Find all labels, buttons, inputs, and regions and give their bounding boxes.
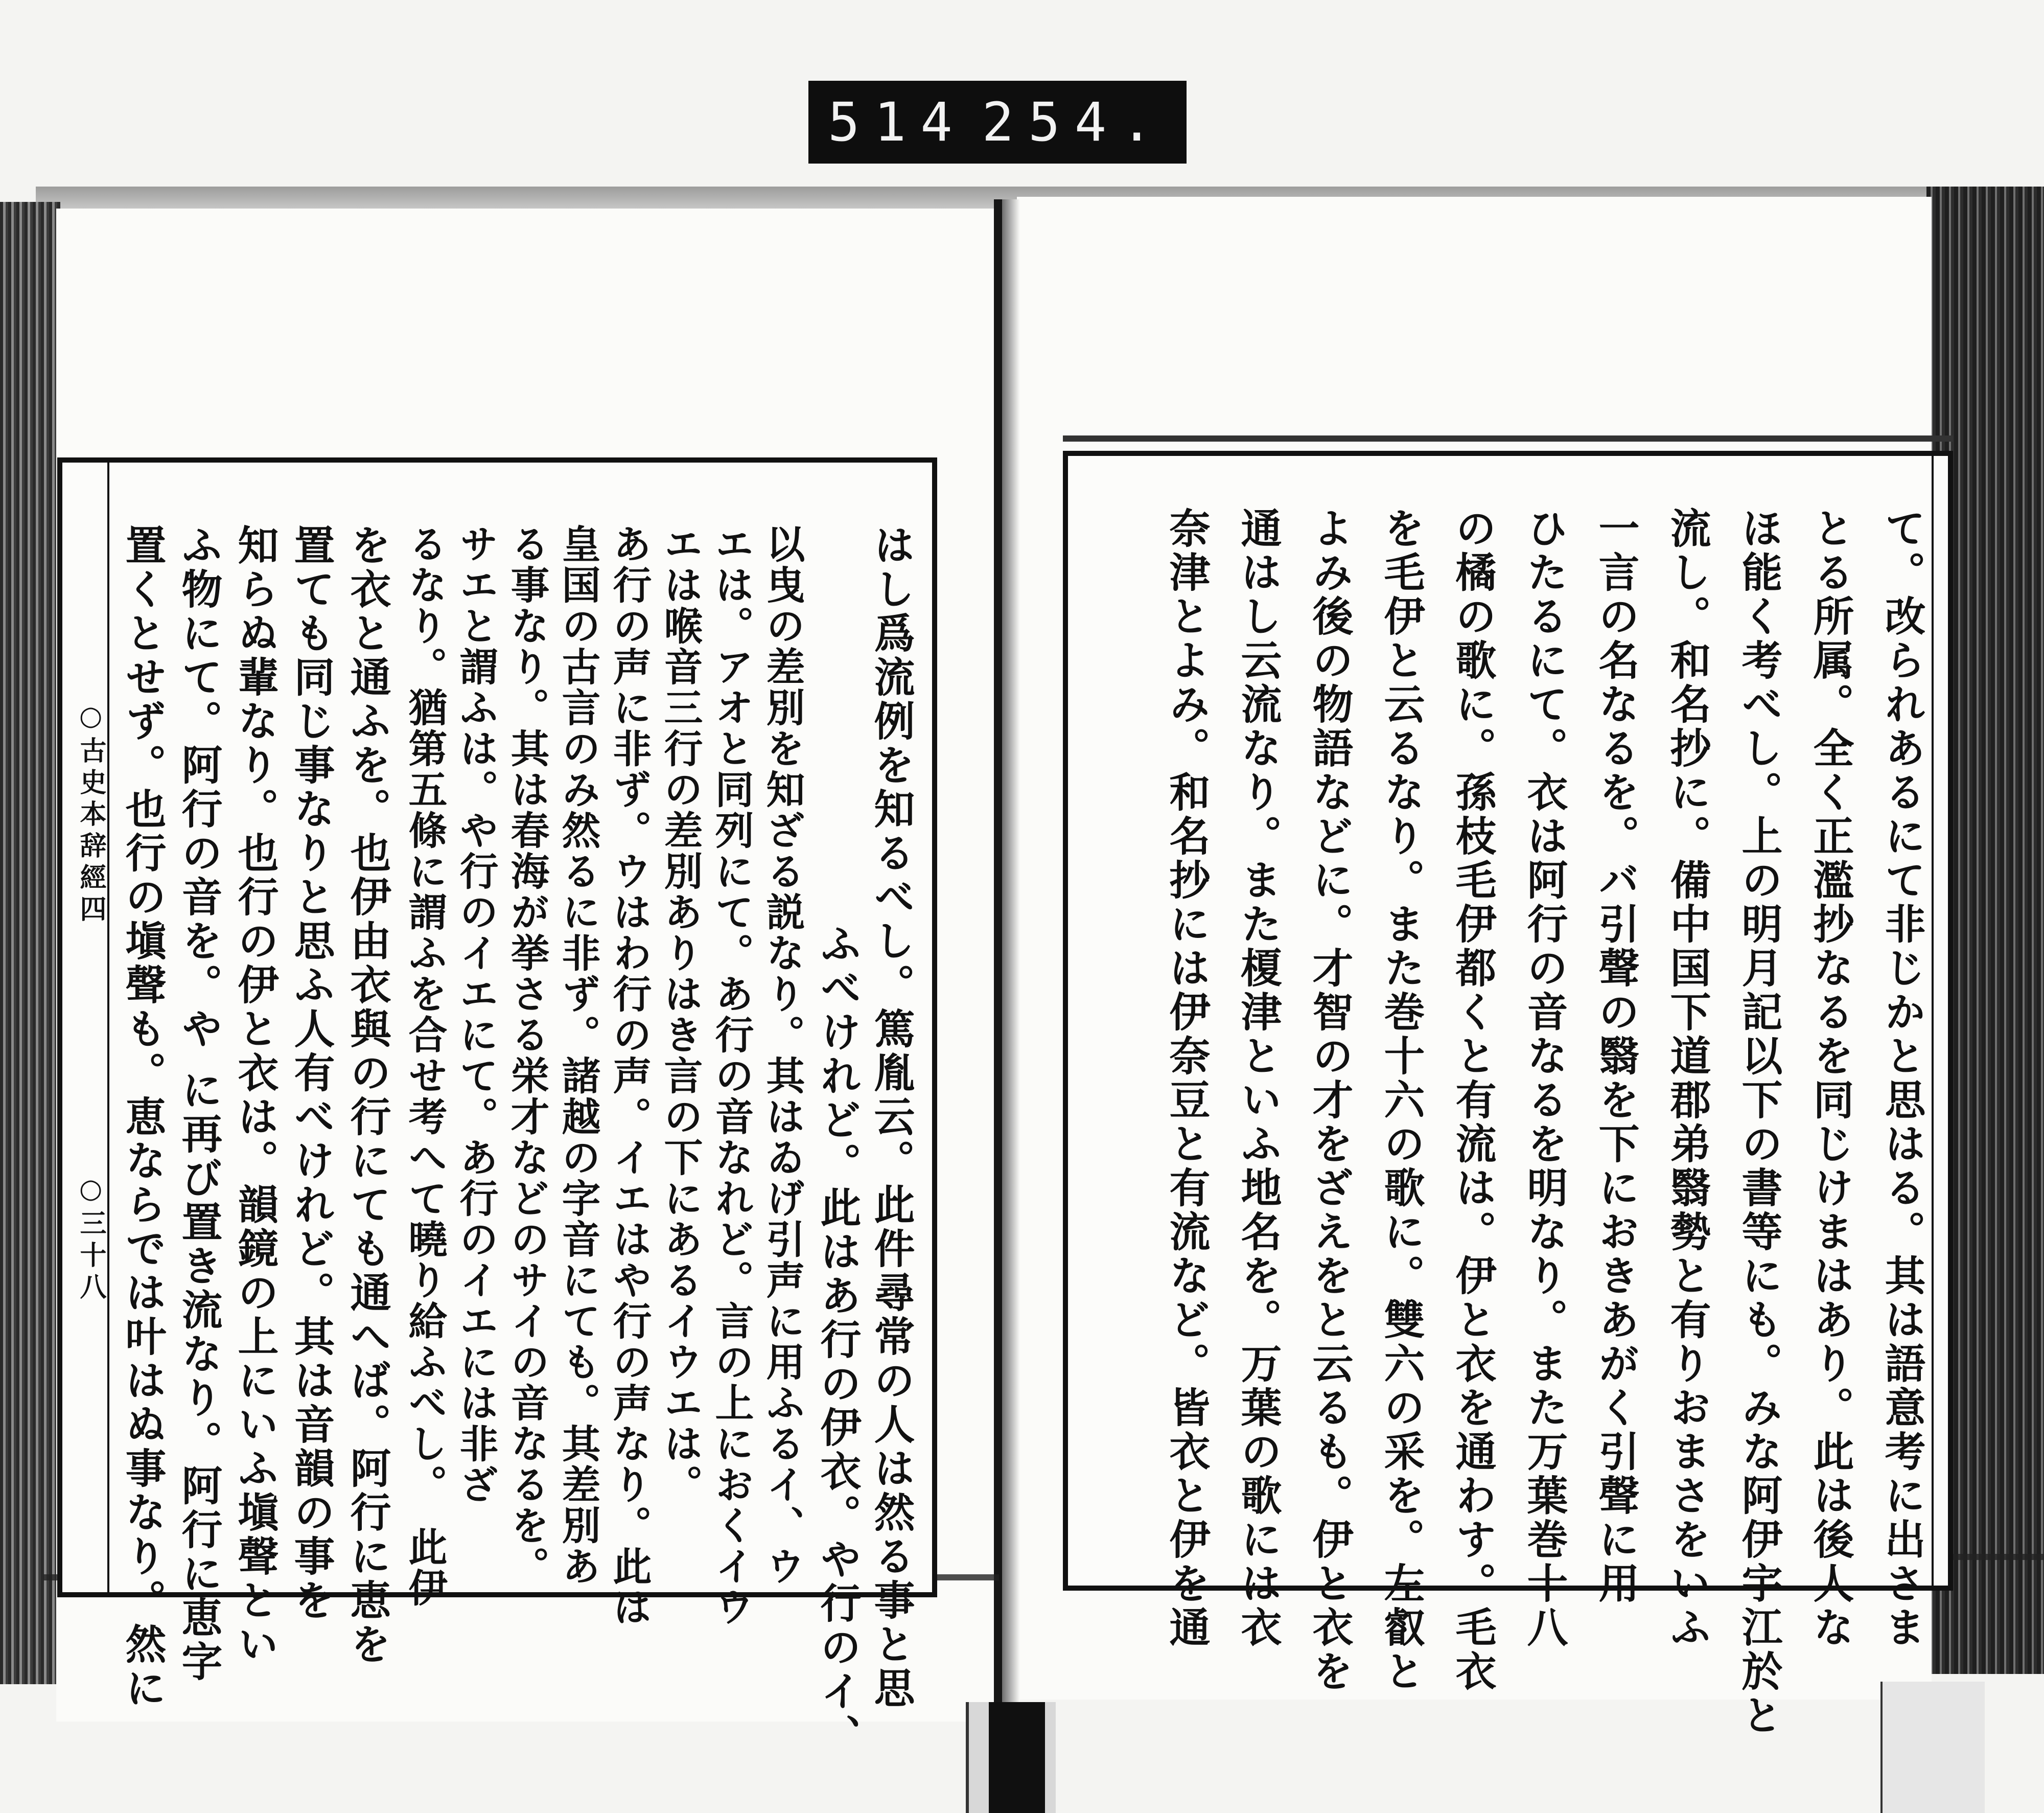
book-edge-left [0,202,60,1684]
text-column: エは喉音三行の差別ありはき言の下にあるイウエは。 [658,524,703,1505]
text-column: 奈津とよみ。和名抄には伊奈豆と有流など。皆衣と伊を通 [1163,507,1211,1650]
running-head: ○古史本辞經四 [75,700,106,927]
text-column: る事なり。其は春海が挙さる栄才などのサイの音なるを。 [504,524,550,1587]
text-column: あ行の声に非ず。ウはわ行の声。イエはや行の声なり。此は [607,524,652,1628]
text-column: るなり。猶第五條に謂ふを合せ考へて曉り給ふべし。 此伊 [402,524,448,1609]
text-column: 置くとせず。也行の塡聲も。恵ならでは叶はぬ事なり。然に [119,524,167,1711]
accession-right-number: 254. [982,91,1167,153]
left-text-frame [57,457,937,1758]
margin-rule [1932,456,1934,1586]
text-column: ほ能く考べし。上の明月記以下の書等にも。みな阿伊宇江於と [1735,507,1783,1738]
text-column: よみ後の物語などに。才智の才をざえをと云るも。伊と衣を [1306,507,1354,1694]
text-column: とる所属。全く正濫抄なるを同じけまはあり。此は後人な [1806,507,1854,1650]
accession-label [808,81,1187,164]
text-column: 知らぬ輩なり。也行の伊と衣は。韻鏡の上にいふ塡聲とい [231,524,279,1667]
text-column: て。改られあるにて非じかと思はる。其は語意考に出さま [1878,507,1926,1650]
text-column: はし爲流例を知るべし。篤胤云。此件尋常の人は然る事と思 [867,524,915,1711]
text-column: を毛伊と云るなり。また巻十六の歌に。雙六の采を。左叡と [1377,507,1425,1694]
text-column: 以曳の差別を知ざる説なり。其はゐげ引声に用ふるイ、ウ [760,524,805,1587]
text-column: ふ物にて。阿行の音を。や に再び置き流なり。阿行に恵字 [175,524,223,1684]
text-column: 通はし云流なり。また榎津といふ地名を。万葉の歌には衣 [1234,507,1282,1650]
text-column: エは。アオと同列にて。あ行の音なれど。言の上におくイウ [709,524,754,1628]
page-number: ○三十八 [75,1173,106,1304]
text-column: 一言の名なるを。バ引聲の翳を下におきあがく引聲に用 [1592,507,1640,1606]
text-column: ひたるにて。衣は阿行の音なるを明なり。また万葉巻十八 [1520,507,1568,1650]
bottom-tab-right [1880,1682,1985,1813]
text-column: の橘の歌に。孫枝毛伊都くと有流は。伊と衣を通わす。毛衣 [1449,507,1497,1694]
text-column: 皇国の古言のみ然るに非ず。諸越の字音にても。其差別あ [555,524,601,1587]
right-text-frame [1063,451,1953,1738]
book-gutter [994,199,1002,1717]
text-column: サエと謂ふは。や行のイエにて。あ行のイエには非ざ [453,524,499,1505]
text-column: 流し。和名抄に。備中国下道郡弟翳勢と有りおまさをいふ [1663,507,1711,1650]
gutter-shadow [1002,199,1020,1717]
text-column: を衣と通ふを。也伊由衣與の行にても通へば。阿行に恵を [343,524,391,1667]
bottom-tab-dark [989,1702,1045,1813]
margin-rule [107,463,109,1592]
text-column: 置ても同じ事なりと思ふ人有べけれど。其は音韻の事を [287,524,335,1623]
frame-top-rule [1063,435,1953,442]
text-column: ふべけれど。此はあ行の伊衣。や行のイ、 [814,923,862,1758]
accession-left-number: 514 [828,91,967,153]
